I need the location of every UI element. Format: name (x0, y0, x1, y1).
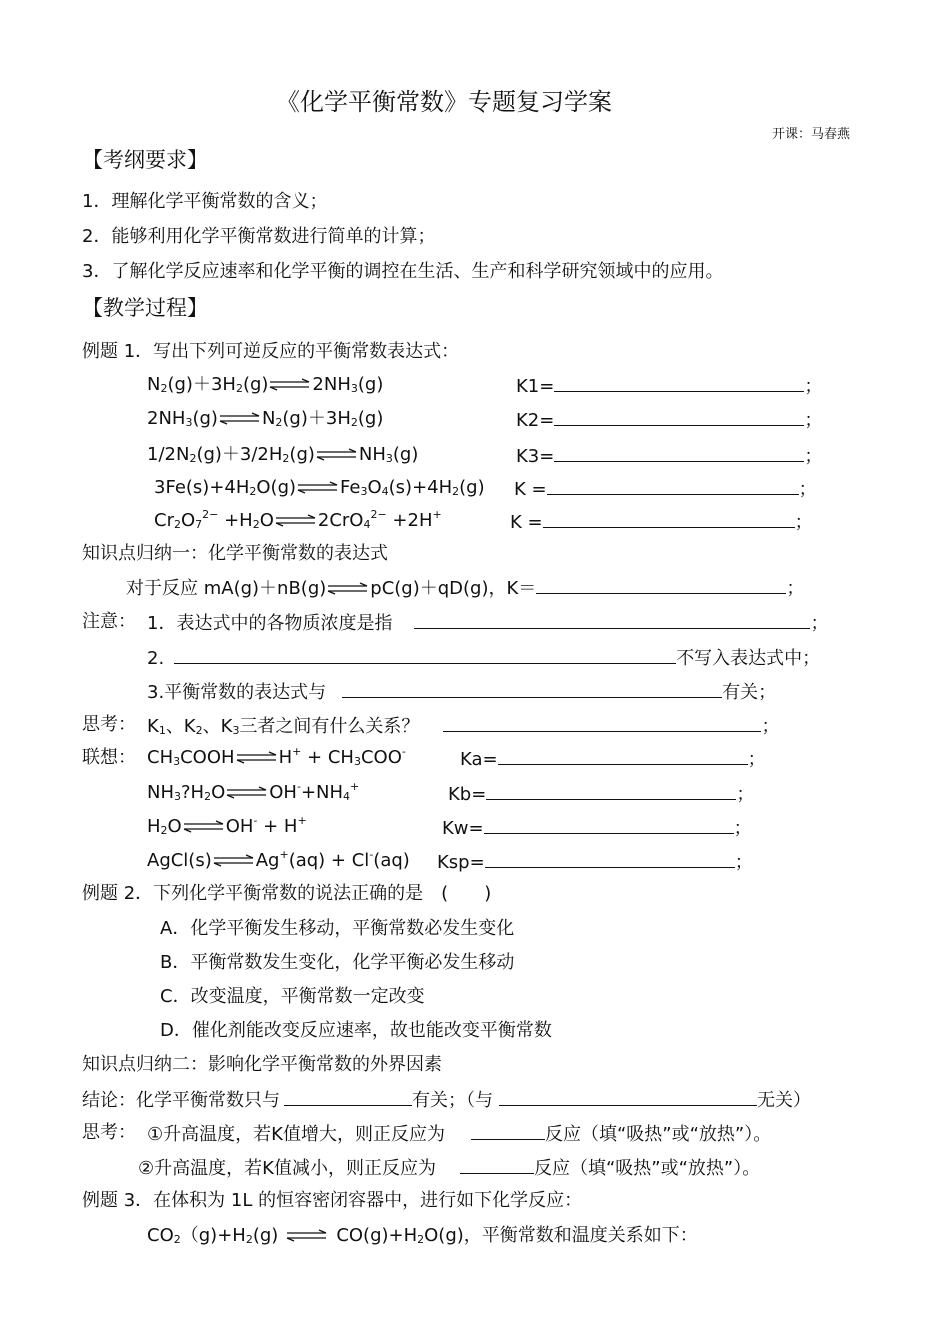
ex3-equation: $CO_2(g)+H_2(g)$ $CO(g)+H_2O(g)$，平衡常数和温度关系如下： (147, 1225, 698, 1246)
equation: $NH_3?H_2O$ $OH^-+NH_4^+$ (147, 780, 360, 803)
note-2: 2. 不写入表达式中； (147, 645, 820, 671)
k-label: K2= (516, 410, 555, 431)
equation: $3Fe(s)+4H_2O(g)$ $Fe_3O_4(s)+4H_2(g)$ (154, 477, 485, 498)
answer-line: K2= ； (516, 407, 822, 433)
answer-line: Ksp= ； (437, 849, 753, 875)
equilibrium-arrow-icon (297, 481, 339, 495)
answer-line: K1= ； (516, 373, 822, 399)
think-2: ②升高温度，若K值减小，则正反应为 反应（填“吸热”或“放热”）。 (138, 1155, 760, 1181)
equilibrium-arrow-icon (316, 448, 358, 462)
note-3: 3.平衡常数的表达式与 有关； (147, 679, 776, 705)
answer-blank[interactable] (484, 815, 734, 834)
answer-blank[interactable] (547, 476, 799, 495)
equation: $Cr_2O_7^{2-} +H_2O$ 2CrO$_4^{2-}$ +2H+ (154, 508, 442, 531)
kp2-think-label: 思考： (82, 1122, 136, 1143)
answer-blank[interactable] (485, 849, 735, 868)
option-a[interactable]: A．化学平衡发生移动，平衡常数必发生变化 (160, 918, 515, 939)
page-title: 《化学平衡常数》专题复习学案 (276, 88, 612, 116)
k-label: K = (514, 479, 547, 500)
answer-blank[interactable] (284, 1087, 412, 1106)
equation: $1/2N_2(g)+3/2H_2(g)$ $NH_3(g)$ (147, 444, 419, 465)
answer-line: K3= ； (516, 443, 822, 469)
answer-blank[interactable] (174, 645, 676, 664)
option-b[interactable]: B．平衡常数发生变化，化学平衡必发生移动 (160, 952, 515, 973)
answer-blank[interactable] (471, 1121, 545, 1140)
answer-line: Kw= ； (442, 815, 752, 841)
answer-blank[interactable] (554, 443, 804, 462)
k-label: Ksp= (437, 852, 485, 873)
answer-blank[interactable] (554, 407, 804, 426)
equilibrium-arrow-icon (213, 854, 255, 868)
ex3-prompt: 例题 3．在体积为 1L 的恒容密闭容器中，进行如下化学反应： (82, 1190, 583, 1211)
kp1-heading: 知识点归纳一：化学平衡常数的表达式 (82, 543, 388, 564)
answer-blank[interactable] (498, 746, 748, 765)
think-label: 思考： (82, 714, 136, 735)
syllabus-item: 1．理解化学平衡常数的含义； (82, 191, 328, 212)
answer-blank[interactable] (443, 713, 761, 732)
assoc-label: 联想： (82, 747, 136, 768)
answer-blank[interactable] (460, 1155, 534, 1174)
equilibrium-arrow-icon (286, 1229, 328, 1243)
option-c[interactable]: C．改变温度，平衡常数一定改变 (160, 986, 425, 1007)
general-expression: 对于反应 mA(g)＋nB(g) pC(g)＋qD(g)，K＝ ； (126, 575, 804, 601)
answer-line: K = ； (514, 476, 817, 502)
k-label: K = (510, 512, 543, 533)
equation: $H_2O$ OH- + H+ (147, 814, 307, 837)
answer-blank[interactable] (554, 373, 804, 392)
answer-blank[interactable] (543, 509, 795, 528)
k-label: K3= (516, 446, 555, 467)
equilibrium-arrow-icon (226, 786, 268, 800)
answer-line: Kb= ； (448, 781, 754, 807)
ex1-prompt: 例题 1．写出下列可逆反应的平衡常数表达式： (82, 341, 460, 362)
kp2-heading: 知识点归纳二：影响化学平衡常数的外界因素 (82, 1054, 442, 1075)
option-d[interactable]: D．催化剂能改变反应速率，故也能改变平衡常数 (160, 1020, 552, 1041)
answer-blank[interactable] (536, 575, 786, 594)
k-label: Ka= (460, 749, 498, 770)
syllabus-heading: 【考纲要求】 (82, 148, 208, 172)
k-label: K1= (516, 376, 555, 397)
note-1: 1．表达式中的各物质浓度是指 ； (147, 610, 828, 636)
answer-blank[interactable] (486, 781, 736, 800)
note-label: 注意： (82, 611, 136, 632)
ex2-prompt: 例题 2．下列化学平衡常数的说法正确的是 ( ) (82, 883, 492, 904)
answer-line: K = ； (510, 509, 813, 535)
equation: $CH_3COOH$ $H^+ + CH_3COO^-$ (147, 745, 406, 768)
k-label: Kw= (442, 818, 484, 839)
syllabus-item: 3．了解化学反应速率和化学平衡的调控在生活、生产和科学研究领域中的应用。 (82, 261, 724, 282)
answer-blank[interactable] (342, 679, 722, 698)
think-1: ①升高温度，若K值增大，则正反应为 反应（填“吸热”或“放热”）。 (147, 1121, 771, 1147)
equilibrium-arrow-icon (275, 514, 317, 528)
answer-blank[interactable] (499, 1087, 757, 1106)
equation: $N_2(g)+3H_2(g)$ $2NH_3(g)$ (147, 374, 384, 395)
equilibrium-arrow-icon (269, 378, 311, 392)
answer-line: Ka= ； (460, 746, 766, 772)
equilibrium-arrow-icon (327, 582, 369, 596)
equilibrium-arrow-icon (183, 820, 225, 834)
equilibrium-arrow-icon (236, 751, 278, 765)
answer-blank[interactable] (414, 610, 810, 629)
equation: AgCl(s) Ag+(aq) + Cl-(aq) (147, 848, 410, 871)
equilibrium-arrow-icon (219, 412, 261, 426)
process-heading: 【教学过程】 (82, 296, 208, 320)
syllabus-item: 2．能够利用化学平衡常数进行简单的计算； (82, 226, 436, 247)
lecturer: 开课：马春燕 (772, 127, 851, 142)
conclusion: 结论：化学平衡常数只与 有关；（与 无关） (82, 1087, 811, 1113)
k-label: Kb= (448, 784, 487, 805)
think-question: $K_1$、$K_2$、$K_3$三者之间有什么关系？ ； (147, 713, 779, 741)
equation: $2NH_3(g)$ $N_2(g)+3H_2(g)$ (147, 408, 384, 429)
